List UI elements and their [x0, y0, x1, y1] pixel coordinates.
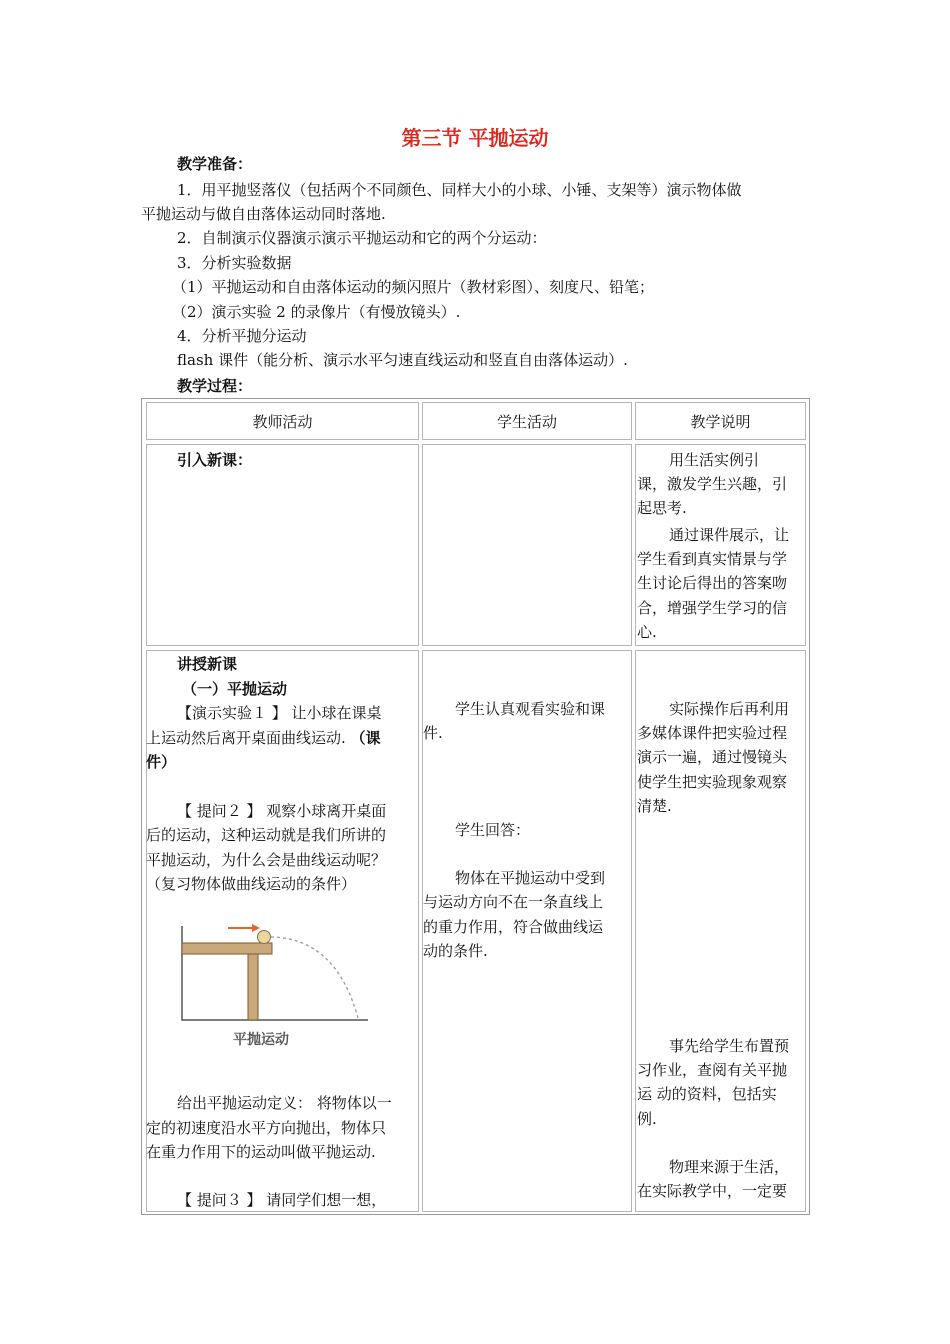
- prep-item: （2）演示实验 2 的录像片（有慢放镜头）.: [172, 303, 461, 321]
- question2-line: 【 提问２ 】 观察小球离开桌面: [177, 802, 387, 820]
- notes-line: 例.: [637, 1110, 657, 1128]
- notes-line: 学生看到真实情景与学: [637, 550, 788, 568]
- student-line: 与运动方向不在一条直线上: [423, 893, 604, 911]
- notes-line: 合，增强学生学习的信: [637, 599, 788, 617]
- section-heading: （一）平抛运动: [182, 680, 288, 698]
- notes-line: 使学生把实验现象观察: [637, 773, 788, 791]
- definition-line: 给出平抛运动定义： 将物体以一: [177, 1094, 392, 1112]
- row1-student-cell: [422, 444, 632, 646]
- question2-line: （复习物体做曲线运动的条件）: [146, 875, 357, 893]
- student-line: 学生回答：: [455, 821, 531, 839]
- prep-item: （1）平抛运动和自由落体运动的频闪照片（教材彩图）、刻度尺、铅笔；: [172, 278, 655, 296]
- notes-line: 在实际教学中，一定要: [637, 1182, 788, 1200]
- figure-caption: 平抛运动: [233, 1032, 289, 1048]
- header-teacher: 教师活动: [146, 402, 419, 440]
- notes-line: 起思考.: [637, 499, 687, 517]
- notes-line: 清楚.: [637, 797, 672, 815]
- definition-line: 在重力作用下的运动叫做平抛运动.: [146, 1143, 376, 1161]
- row1-teacher-cell: [146, 444, 419, 646]
- prep-heading: 教学准备：: [177, 155, 253, 173]
- intro-heading: 引入新课：: [177, 451, 253, 469]
- definition-line: 定的初速度沿水平方向抛出，物体只: [146, 1119, 387, 1137]
- student-line: 物体在平抛运动中受到: [455, 869, 606, 887]
- prep-item: 平抛运动与做自由落体运动同时落地.: [141, 205, 386, 223]
- demo1-line: 【演示实验１ 】 让小球在课桌: [177, 704, 382, 722]
- notes-line: 多媒体课件把实验过程: [637, 724, 788, 742]
- notes-line: 物理来源于生活，: [669, 1158, 790, 1176]
- notes-line: 通过课件展示，让: [669, 526, 790, 544]
- question3-line: 【 提问３ 】 请同学们想一想，: [177, 1191, 387, 1209]
- header-notes: 教学说明: [635, 402, 806, 440]
- page-title: 第三节 平抛运动: [401, 126, 549, 150]
- notes-line: 生讨论后得出的答案吻: [637, 574, 788, 592]
- notes-line: 课，激发学生兴趣，引: [637, 475, 788, 493]
- notes-line: 运 动的资料，包括实: [637, 1085, 777, 1103]
- notes-line: 演示一遍，通过慢镜头: [637, 748, 788, 766]
- notes-line: 心.: [637, 623, 657, 641]
- notes-line: 实际操作后再利用: [669, 700, 790, 718]
- process-heading: 教学过程：: [177, 377, 253, 395]
- prep-item: flash 课件（能分析、演示水平匀速直线运动和竖直自由落体运动）.: [177, 351, 628, 369]
- header-student: 学生活动: [422, 402, 632, 440]
- question2-line: 后的运动，这种运动就是我们所讲的: [146, 826, 387, 844]
- new-lesson-heading: 讲授新课: [177, 655, 238, 673]
- student-line: 动的条件.: [423, 942, 488, 960]
- notes-line: 事先给学生布置预: [669, 1037, 790, 1055]
- demo1-line: 件）: [146, 753, 177, 771]
- student-line: 的重力作用，符合做曲线运: [423, 918, 604, 936]
- demo1-line: 上运动然后离开桌面曲线运动. （课: [146, 729, 381, 747]
- prep-item: 2．自制演示仪器演示演示平抛运动和它的两个分运动：: [177, 229, 547, 247]
- student-line: 学生认真观看实验和课: [455, 700, 606, 718]
- notes-line: 习作业，查阅有关平抛: [637, 1061, 788, 1079]
- prep-item: 3．分析实验数据: [177, 254, 292, 272]
- notes-line: 用生活实例引: [669, 451, 760, 469]
- question2-line: 平抛运动，为什么会是曲线运动呢？: [146, 851, 387, 869]
- student-line: 件.: [423, 724, 443, 742]
- projectile-motion-figure: [176, 918, 376, 1028]
- prep-item: 1．用平抛竖落仪（包括两个不同颜色、同样大小的小球、小锤、支架等）演示物体做: [177, 181, 742, 199]
- prep-item: 4．分析平抛分运动: [177, 327, 307, 345]
